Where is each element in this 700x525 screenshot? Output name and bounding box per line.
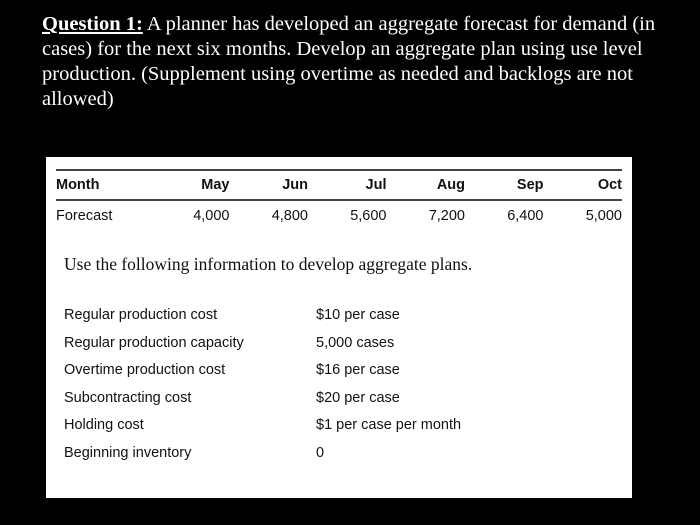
info-value: 0 xyxy=(316,444,325,461)
list-item xyxy=(64,357,461,385)
table-row xyxy=(56,200,622,231)
list-item xyxy=(64,330,461,358)
info-label: Holding cost xyxy=(64,417,144,433)
header-month: Month xyxy=(56,177,100,193)
header-oct: Oct xyxy=(597,177,622,193)
forecast-may: 4,000 xyxy=(193,208,230,224)
table-header-row xyxy=(56,170,622,200)
info-list xyxy=(64,302,461,467)
info-label: Beginning inventory xyxy=(64,444,192,461)
forecast-aug: 7,200 xyxy=(428,208,465,224)
forecast-sep: 6,400 xyxy=(507,208,544,224)
info-label: Regular production cost xyxy=(64,307,218,323)
forecast-table xyxy=(56,169,622,231)
header-may: May xyxy=(201,177,230,193)
list-item xyxy=(64,302,461,330)
header-sep: Sep xyxy=(516,177,544,193)
info-value: $16 per case xyxy=(316,362,400,378)
question-label: Question 1: xyxy=(42,13,143,35)
info-label: Regular production capacity xyxy=(64,334,244,351)
header-jun: Jun xyxy=(282,177,308,193)
intro-text: Use the following information to develop aggregate plans. xyxy=(64,254,473,274)
forecast-jul: 5,600 xyxy=(350,208,387,224)
list-item xyxy=(64,385,461,413)
problem-card xyxy=(46,157,632,498)
question-body: A planner has developed an aggregate forecast for demand (in cases) for the next six months. Develop an aggregate plan using use level production. (Supplement using overtime as needed and backlogs are not allowed) xyxy=(42,13,656,110)
info-label: Overtime production cost xyxy=(64,362,226,378)
header-aug: Aug xyxy=(436,177,465,193)
info-value: $1 per case per month xyxy=(316,417,462,433)
forecast-jun: 4,800 xyxy=(271,208,308,224)
list-item xyxy=(64,412,461,440)
header-jul: Jul xyxy=(365,177,387,193)
info-value: 5,000 cases xyxy=(316,334,395,351)
info-value: $10 per case xyxy=(316,307,400,323)
question-text xyxy=(42,12,682,112)
info-label: Subcontracting cost xyxy=(64,389,192,406)
forecast-oct: 5,000 xyxy=(585,208,622,224)
info-value: $20 per case xyxy=(316,389,400,406)
row-label-forecast: Forecast xyxy=(56,208,113,224)
list-item xyxy=(64,440,461,468)
